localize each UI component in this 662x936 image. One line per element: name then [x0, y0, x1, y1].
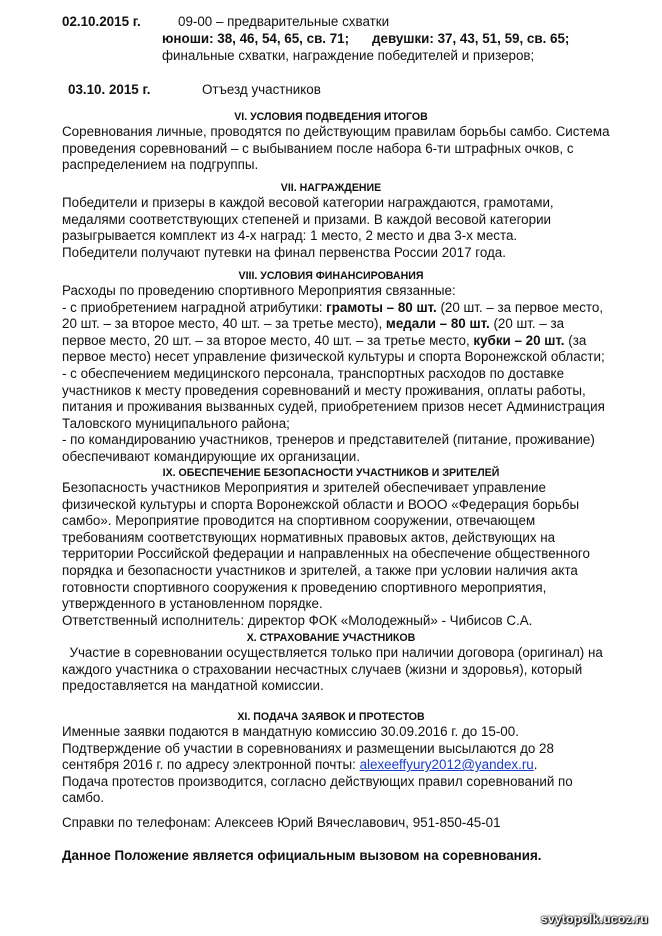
section-9-line: утвержденного в установленном порядке. [62, 596, 323, 612]
section-10-line: Участие в соревновании осуществляется только при наличии договора (оригинал) на [62, 645, 603, 660]
day1-date: 02.10.2015 г. [62, 14, 141, 29]
section-7-line: Победители и призеры в каждой весовой категории награждаются, грамотами, [62, 195, 554, 210]
section-9-line: требованиям соответствующих нормативных правовых актов, действующих на [62, 529, 556, 545]
email-link[interactable]: alexeeffyury2012@yandex.ru [359, 757, 534, 773]
section-10-heading: X. СТРАХОВАНИЕ УЧАСТНИКОВ [246, 632, 416, 644]
section-6-heading: VI. УСЛОВИЯ ПОДВЕДЕНИЯ ИТОГОВ [234, 111, 428, 123]
section-7-heading: VII. НАГРАЖДЕНИЕ [280, 182, 382, 194]
section-8-line [62, 333, 622, 350]
section-8-body [62, 283, 622, 466]
section-8-heading: VIII. УСЛОВИЯ ФИНАНСИРОВАНИЯ [238, 270, 424, 282]
closing-statement: Данное Положение является официальным вызовом на соревнования. [62, 848, 542, 863]
girls-weights: девушки: 37, 43, 51, 59, св. 65; [372, 31, 570, 46]
text-run: сентября 2016 г. по адресу электронной почты: [62, 757, 360, 773]
section-8-line: Расходы по проведению спортивного Мероприятия связанные: [62, 283, 456, 298]
section-7-line: Победители получают путевки на финал первенства России 2017 года. [62, 244, 506, 260]
section-11-heading: XI. ПОДАЧА ЗАЯВОК И ПРОТЕСТОВ [237, 711, 425, 723]
section-10-line: каждого участника о страховании несчастных случаев (жизни и здоровья), который [62, 661, 583, 677]
section-8-line: первое место) несет управление физической культуры и спорта Воронежской области; [62, 349, 605, 365]
section-8-line: - с обеспечением медицинского персонала, транспортных расходов по доставке [62, 365, 565, 381]
section-8-line: участников к месту проведения соревнований и месту проживания, оплаты работы, [62, 382, 586, 398]
section-6-line: распределением на подгруппы. [62, 157, 259, 173]
diplomas-count: грамоты – 80 шт. [326, 299, 437, 315]
section-9-line: физической культуры и спорта Воронежской области и ВООО «Федерация борьбы [62, 496, 580, 512]
section-6-line: Соревнования личные, проводятся по действующим правилам борьбы самбо. Система [62, 124, 610, 139]
section-11-line: Именные заявки подаются в мандатную комиссию 30.09.2016 г. до 15-00. [62, 724, 519, 739]
text-run: 20 шт. – за второе место, 40 шт. – за третье место), [62, 316, 386, 332]
section-8-line: питания и проживания вызванных судей, приобретением призов несет Администрация [62, 399, 605, 415]
section-7-body [62, 195, 622, 261]
section-8-line [62, 316, 622, 333]
cups-count: кубки – 20 шт. [473, 332, 565, 348]
text-run: - с приобретением наградной атрибутики: [62, 299, 327, 315]
site-watermark: svytopolk.ucoz.ru [540, 912, 648, 926]
day2-date: 03.10. 2015 г. [68, 82, 151, 97]
section-11-line: самбо. [62, 790, 105, 806]
day1-time-event: 09-00 – предварительные схватки [178, 14, 390, 29]
section-9-line: самбо». Мероприятие проводится на спортивном сооружении, отвечающем [62, 513, 536, 529]
section-7-line: медалями соответствующих степеней и призами. В каждой весовой категории [62, 211, 552, 227]
section-9-line: Ответственный исполнитель: директор ФОК «Молодежный» - Чибисов С.А. [62, 612, 533, 628]
section-7-line: разыгрывается комплект из 4-х наград: 1 место, 2 место и два 3-х места. [62, 228, 518, 244]
text-run: . [533, 757, 538, 773]
section-9-heading: IX. ОБЕСПЕЧЕНИЕ БЕЗОПАСНОСТИ УЧАСТНИКОВ И ЗРИТЕЛЕЙ [162, 467, 500, 479]
section-9-line: территории Российской федерации и направленных на обеспечение общественного [62, 546, 590, 562]
section-10-body [62, 645, 622, 695]
section-6-body [62, 124, 622, 174]
section-11-line [62, 757, 622, 774]
section-11-line: Подача протестов производится, согласно действующих правил соревнований по [62, 773, 573, 789]
section-11-body [62, 724, 622, 807]
section-9-body [62, 480, 622, 629]
contacts-line: Справки по телефонам: Алексеев Юрий Вячеславович, 951-850-45-01 [62, 815, 501, 830]
section-8-line [62, 300, 622, 317]
text-run: (20 шт. – за [489, 316, 565, 332]
section-9-line: готовности спортивного сооружения к проведению спортивного мероприятия, [62, 579, 547, 595]
section-8-line: - по командированию участников, тренеров и представителей (питание, проживание) [62, 432, 595, 448]
section-11-line: Подтверждение об участии в соревнованиях и размещении высылаются до 28 [62, 740, 554, 756]
section-8-line: обеспечивают командирующие их организации. [62, 448, 360, 464]
day2-event: Отъезд участников [202, 82, 321, 97]
text-run: первое место, 20 шт. – за второе место, 40 шт. – за третье место, [62, 332, 474, 348]
section-9-line: порядка и безопасности участников и зрителей, а также при условии наличия акта [62, 562, 578, 578]
section-6-line: проведения соревнований – с выбыванием после набора 6-ти штрафных очков, с [62, 140, 574, 156]
section-8-line: Таловского муниципального района; [62, 415, 290, 431]
text-run: (20 шт. – за первое место, [436, 299, 604, 315]
finals-line: финальные схватки, награждение победителей и призеров; [162, 48, 535, 63]
medals-count: медали – 80 шт. [385, 316, 490, 332]
section-9-line: Безопасность участников Мероприятия и зрителей обеспечивает управление [62, 480, 546, 495]
section-10-line: предоставляется на мандатной комиссии. [62, 678, 324, 694]
text-run: (за [564, 332, 587, 348]
boys-weights: юноши: 38, 46, 54, 65, св. 71; [162, 31, 350, 46]
